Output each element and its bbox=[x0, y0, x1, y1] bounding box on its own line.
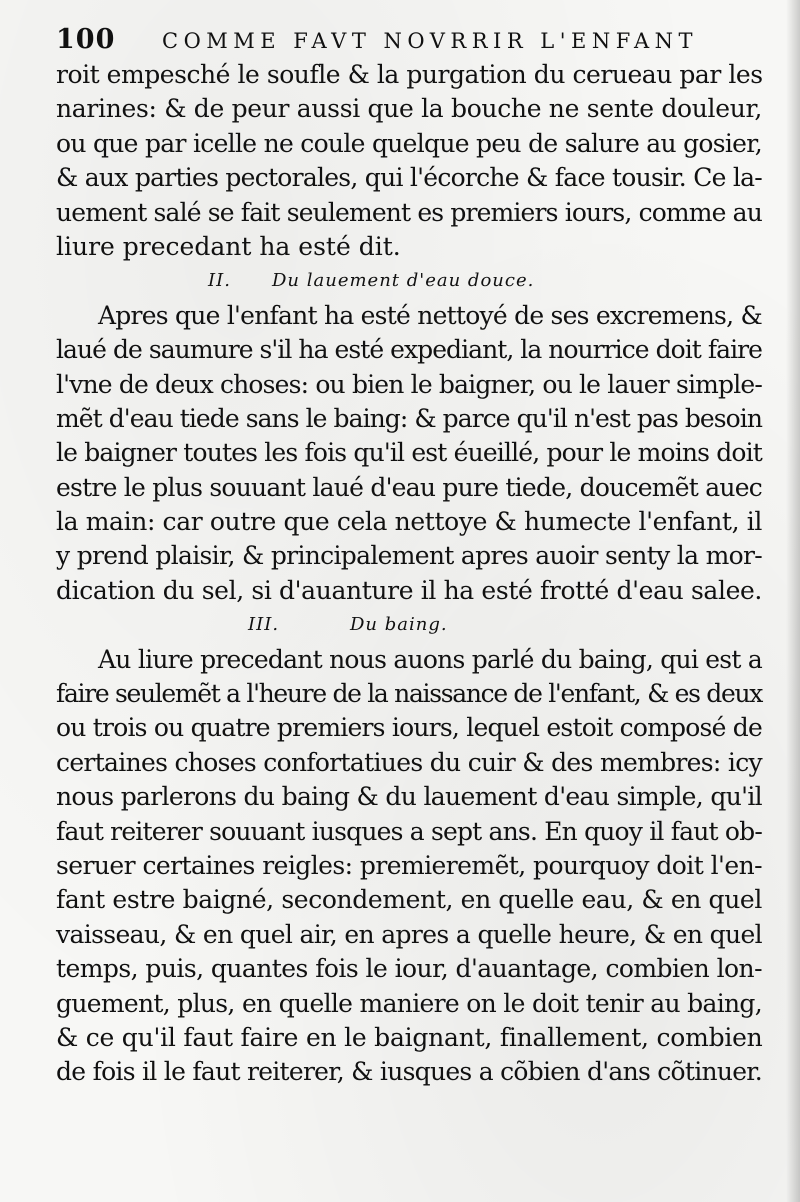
text-line: faire seulemẽt a l'heure de la naissance de l'enfant, & es deux bbox=[56, 679, 763, 709]
text-line: Au liure precedant nous auons parlé du baing, qui est a bbox=[98, 644, 762, 674]
running-head: COMME FAVT NOVRRIR L'ENFANT bbox=[162, 29, 699, 53]
page-edge-shadow bbox=[786, 0, 800, 1202]
text-line: l'vne de deux choses: ou bien le baigner, ou le lauer simple- bbox=[56, 369, 762, 399]
text-line: la main: car outre que cela nettoye & humecte l'enfant, il bbox=[56, 507, 762, 537]
text-line: roit empesché le soufle & la purgation du cerueau par les bbox=[56, 60, 763, 89]
text-line: vaisseau, & en quel air, en apres a quelle heure, & en quel bbox=[56, 919, 763, 949]
text-line: le baigner toutes les fois qu'il est éueillé, pour le moins doit bbox=[56, 438, 763, 468]
text-line: & ce qu'il faut faire en le baignant, finallement, combien bbox=[56, 1022, 763, 1052]
text-line: guement, plus, en quelle maniere on le doit tenir au baing, bbox=[56, 988, 762, 1018]
text-line: de fois il le faut reiterer, & iusques a cõbien d'ans cõtinuer. bbox=[56, 1057, 763, 1087]
text-line: estre le plus souuant laué d'eau pure tiede, doucemẽt auec bbox=[56, 472, 762, 502]
text-line: faut reiterer souuant iusques a sept ans. En quoy il faut ob- bbox=[56, 816, 762, 846]
text-line: ou trois ou quatre premiers iours, lequel estoit composé de bbox=[56, 713, 763, 743]
text-line: narines: & de peur aussi que la bouche ne sente douleur, bbox=[56, 94, 763, 124]
text-line: liure precedant ha esté dit. bbox=[56, 231, 401, 261]
page-text bbox=[56, 58, 762, 1090]
section-number: II. bbox=[208, 270, 231, 292]
text-line: mẽt d'eau tiede sans le baing: & parce qu'il n'est pas besoin bbox=[56, 403, 762, 433]
text-line: temps, puis, quantes fois le iour, d'auantage, combien lon- bbox=[56, 954, 762, 984]
text-line: uement salé se fait seulement es premiers iours, comme au bbox=[56, 197, 762, 227]
text-line: Apres que l'enfant ha esté nettoyé de ses excremens, & bbox=[98, 300, 762, 330]
text-line: nous parlerons du baing & du lauement d'eau simple, qu'il bbox=[56, 782, 762, 812]
section-number: III. bbox=[248, 614, 280, 636]
section-title: Du lauement d'eau douce. bbox=[272, 270, 535, 292]
page-number: 100 bbox=[56, 24, 116, 55]
text-line: seruer certaines reigles: premieremẽt, pourquoy doit l'en- bbox=[56, 850, 763, 880]
text-line: ou que par icelle ne coule quelque peu de salure au gosier, bbox=[56, 128, 762, 158]
section-heading bbox=[56, 264, 762, 298]
text-line: dication du sel, si d'auanture il ha esté frotté d'eau salee. bbox=[56, 575, 763, 605]
text-line: laué de saumure s'il ha esté expediant, la nourrice doit faire bbox=[56, 335, 763, 365]
section-title: Du baing. bbox=[350, 614, 448, 636]
text-line: y prend plaisir, & principalement apres auoir senty la mor- bbox=[56, 541, 762, 571]
page-header bbox=[56, 22, 736, 58]
text-line: certaines choses confortatiues du cuir & des membres: icy bbox=[56, 747, 762, 777]
text-line: fant estre baigné, secondement, en quelle eau, & en quel bbox=[56, 885, 762, 915]
section-heading bbox=[56, 608, 762, 642]
text-line: & aux parties pectorales, qui l'écorche & face tousir. Ce la- bbox=[56, 163, 762, 193]
